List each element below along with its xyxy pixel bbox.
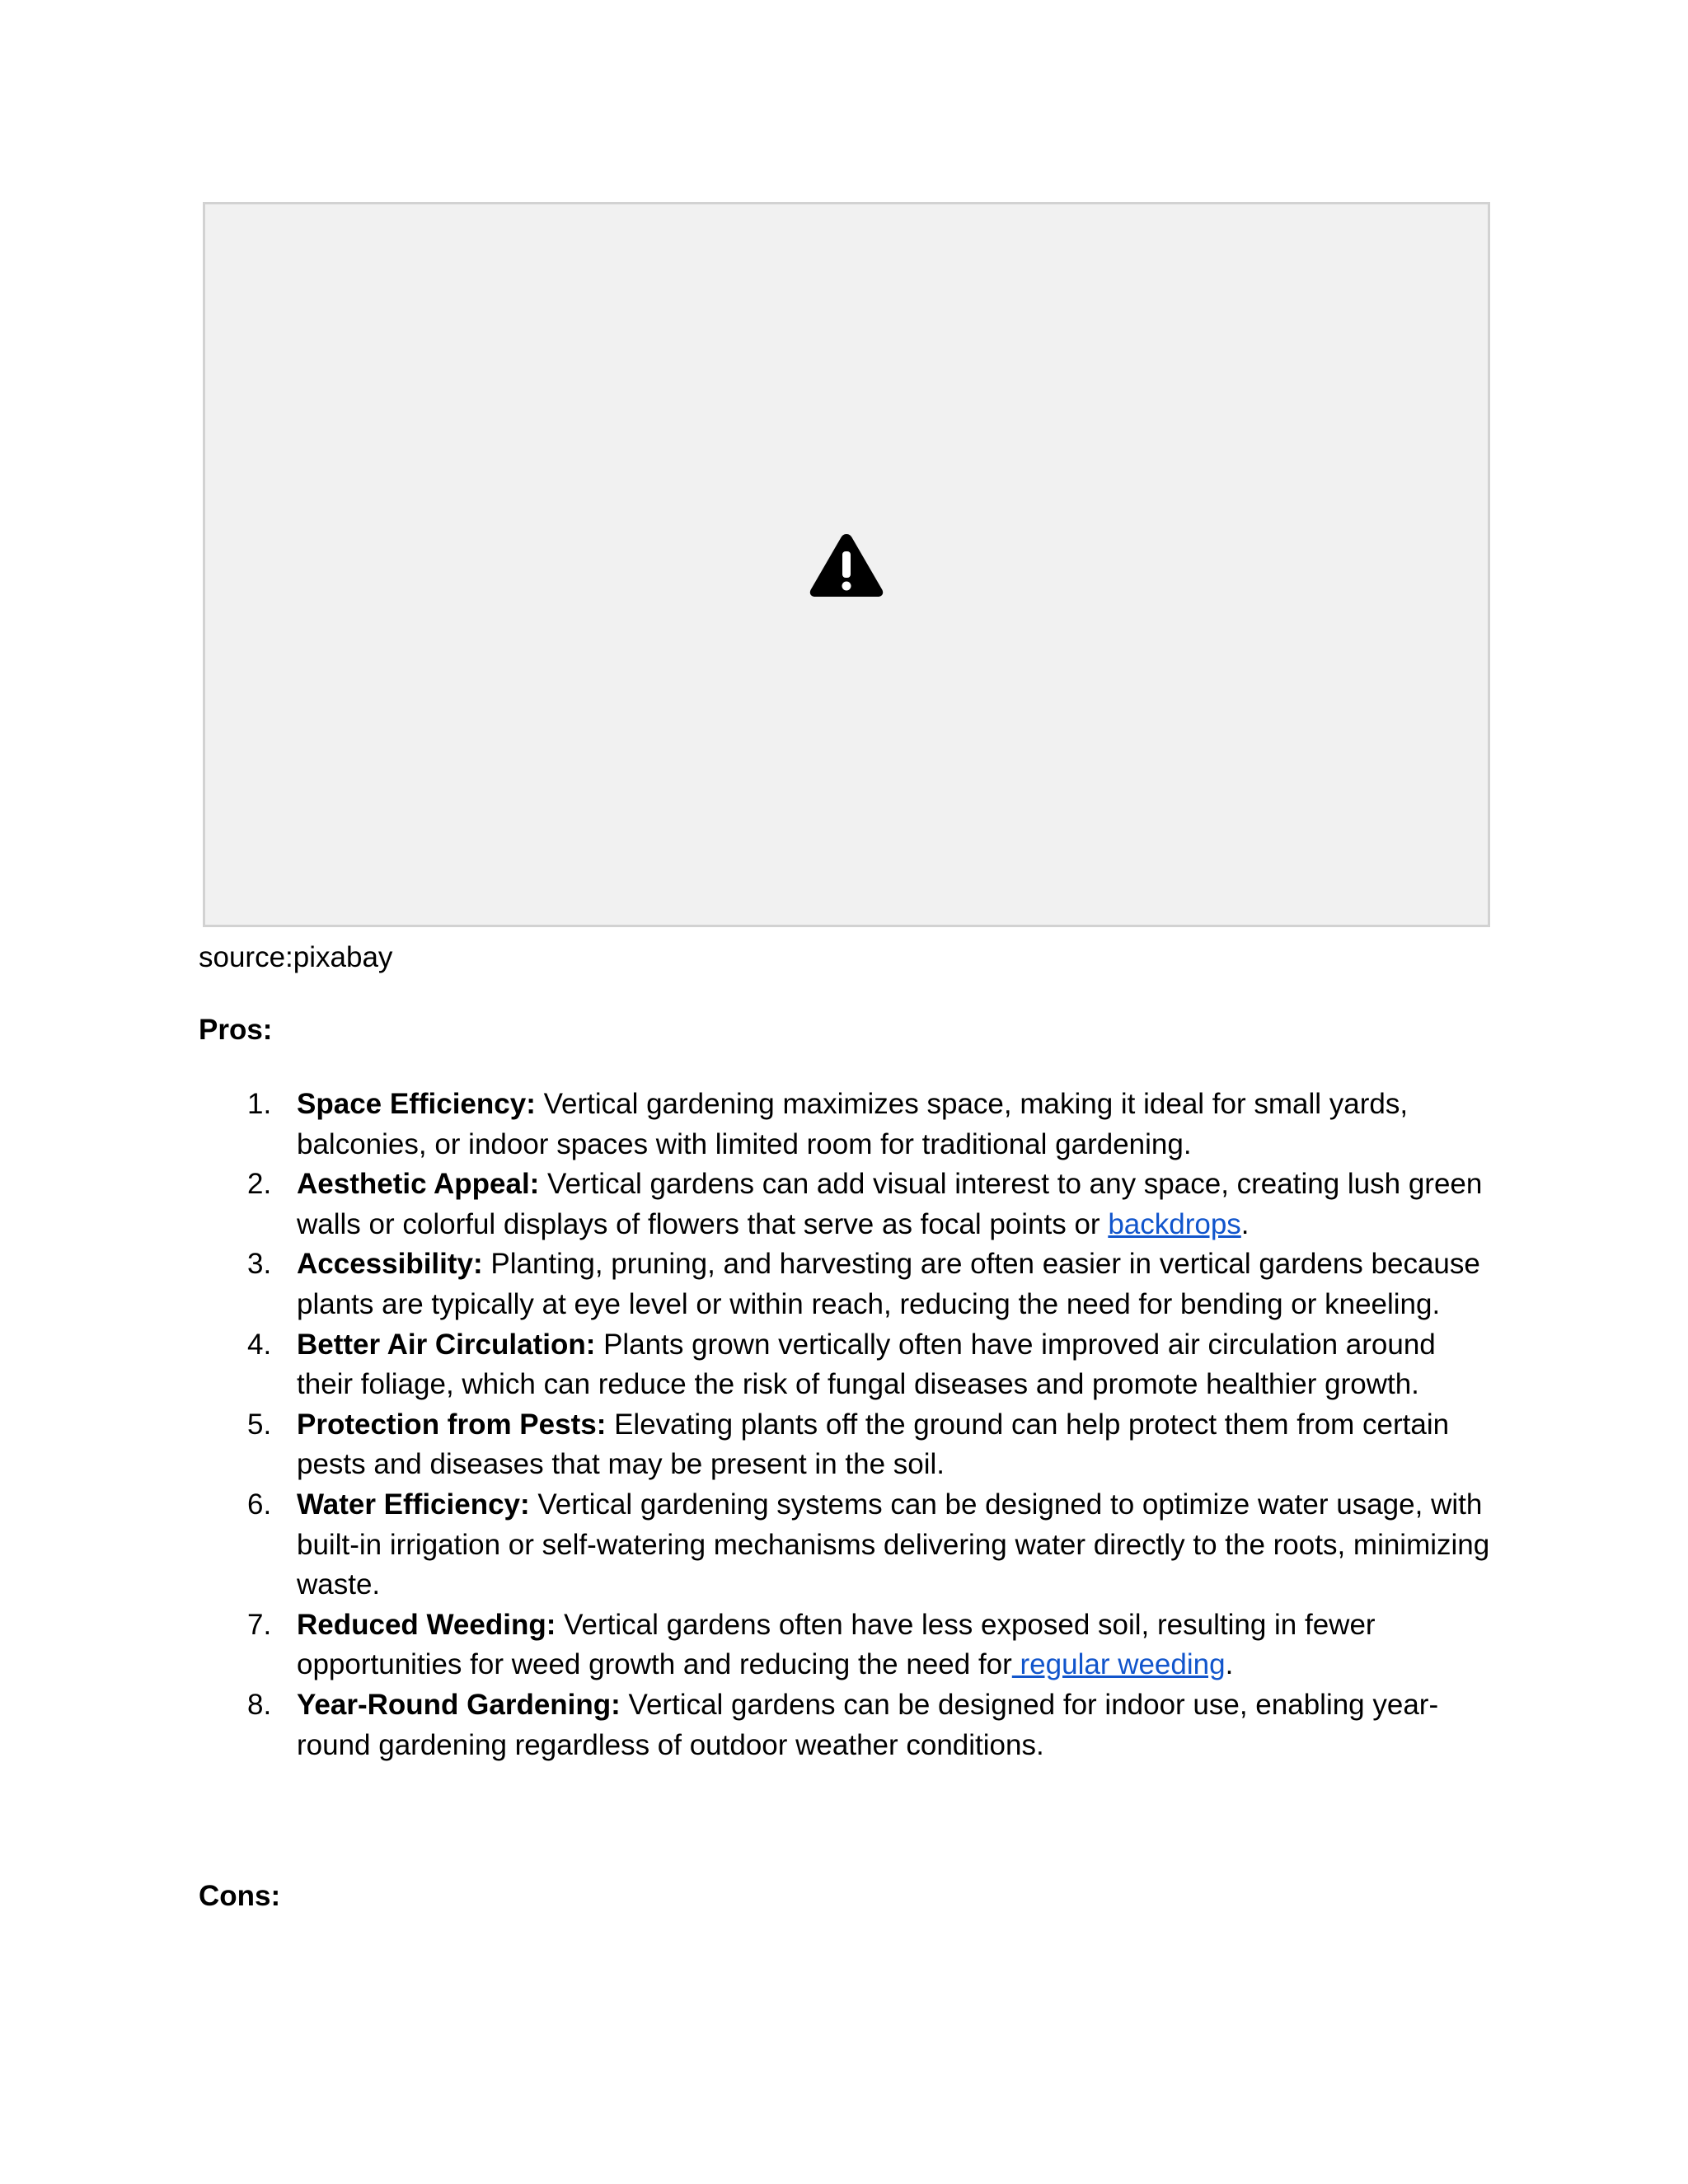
list-item-text: Elevating plants off the ground can help protect them from certain pests and diseases that may be present in the soil. <box>297 1408 1450 1481</box>
list-item <box>0 1685 1492 1765</box>
list-item-text: Planting, pruning, and harvesting are often easier in vertical gardens because plants are typically at eye level or within reach, reducing the need for bending or kneeling. <box>297 1248 1480 1320</box>
list-item-term: Accessibility: <box>297 1248 483 1281</box>
list-item <box>0 1485 1492 1605</box>
list-item-term: Space Efficiency: <box>297 1088 536 1120</box>
list-item-text-end: . <box>1240 1207 1250 1240</box>
list-item-text: Plants grown vertically often have improved air circulation around their foliage, which can reduce the risk of fungal diseases and promote healthier growth. <box>297 1328 1436 1401</box>
list-item <box>0 1605 1492 1685</box>
image-caption: source:pixabay <box>199 941 393 973</box>
broken-image-placeholder <box>203 202 1490 927</box>
list-item-number: 1. <box>247 1088 272 1120</box>
list-item-term: Year-Round Gardening: <box>297 1688 621 1721</box>
list-item-number: 5. <box>247 1408 272 1441</box>
list-item-number: 2. <box>247 1168 272 1201</box>
list-item-text: Vertical gardens can be designed for indoor use, enabling year-round gardening regardless of outdoor weather conditions. <box>297 1688 1439 1761</box>
list-item <box>0 1325 1492 1405</box>
pros-heading: Pros: <box>199 1014 273 1046</box>
list-item <box>0 1405 1492 1485</box>
list-item-text: Vertical gardening systems can be designed to optimize water usage, with built-in irrigation or self-watering mechanisms delivering water directly to the roots, minimizing waste. <box>297 1488 1490 1601</box>
list-item-number: 3. <box>247 1248 272 1281</box>
list-item-text: Vertical gardens often have less exposed soil, resulting in fewer opportunities for weed growth and reducing the need for <box>297 1608 1376 1681</box>
cons-heading: Cons: <box>199 1880 281 1912</box>
list-item-number: 4. <box>247 1328 272 1361</box>
list-item-term: Aesthetic Appeal: <box>297 1168 540 1201</box>
list-item-number: 6. <box>247 1488 272 1521</box>
list-item-term: Reduced Weeding: <box>297 1608 556 1641</box>
regular-weeding-link[interactable]: regular weeding <box>1011 1648 1226 1681</box>
backdrops-link[interactable]: backdrops <box>1108 1207 1241 1240</box>
list-item-term: Protection from Pests: <box>297 1408 607 1441</box>
pros-list <box>0 1085 1688 1765</box>
list-item-term: Better Air Circulation: <box>297 1328 596 1361</box>
list-item-number: 8. <box>247 1688 272 1721</box>
list-item <box>0 1165 1492 1244</box>
list-item <box>0 1085 1492 1165</box>
list-item-text: Vertical gardens can add visual interest to any space, creating lush green walls or colorful displays of flowers that serve as focal points or <box>297 1168 1483 1240</box>
list-item <box>0 1244 1492 1324</box>
warning-icon <box>808 531 885 598</box>
list-item-term: Water Efficiency: <box>297 1488 530 1521</box>
list-item-text-end: . <box>1225 1648 1234 1681</box>
list-item-number: 7. <box>247 1608 272 1641</box>
list-item-text: Vertical gardening maximizes space, making it ideal for small yards, balconies, or indoor spaces with limited room for traditional gardening. <box>297 1088 1409 1160</box>
